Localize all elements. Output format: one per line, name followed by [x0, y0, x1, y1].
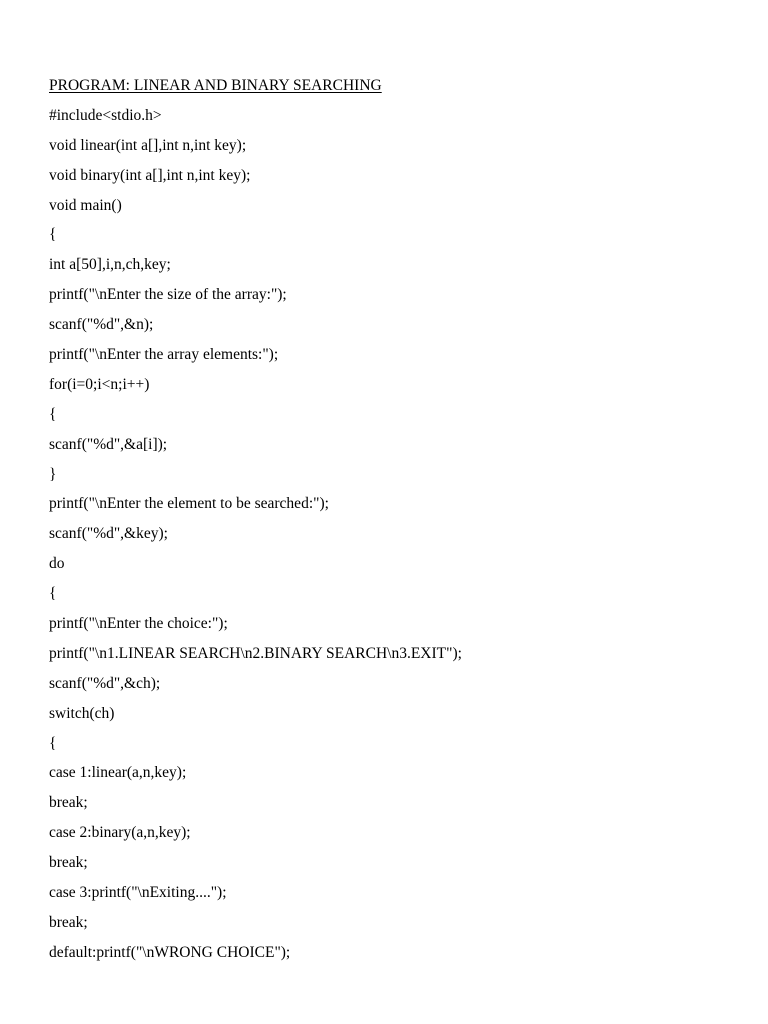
code-line: scanf("%d",&key);: [49, 525, 168, 543]
code-line: case 1:linear(a,n,key);: [49, 764, 187, 782]
code-line: printf("\nEnter the element to be searched:");: [49, 495, 329, 513]
code-line: printf("\nEnter the size of the array:");: [49, 286, 287, 304]
code-line: do: [49, 555, 65, 573]
code-line: switch(ch): [49, 704, 115, 722]
code-line: {: [49, 734, 57, 752]
code-line: int a[50],i,n,ch,key;: [49, 256, 171, 274]
code-line: break;: [49, 794, 88, 812]
code-line: printf("\nEnter the array elements:");: [49, 346, 279, 364]
code-line: default:printf("\nWRONG CHOICE");: [49, 943, 291, 961]
code-line: void main(): [49, 196, 122, 214]
document-title: PROGRAM: LINEAR AND BINARY SEARCHING: [49, 77, 382, 94]
code-line: scanf("%d",&a[i]);: [49, 435, 168, 453]
code-line: void binary(int a[],int n,int key);: [49, 166, 251, 184]
code-line: case 2:binary(a,n,key);: [49, 824, 191, 842]
code-line: {: [49, 585, 57, 603]
code-line: {: [49, 405, 57, 423]
code-line: }: [49, 465, 57, 483]
code-line: break;: [49, 913, 88, 931]
code-line: break;: [49, 854, 88, 872]
code-line: {: [49, 226, 57, 244]
code-line: #include<stdio.h>: [49, 106, 162, 124]
code-line: scanf("%d",&ch);: [49, 674, 161, 692]
code-line: scanf("%d",&n);: [49, 316, 154, 334]
code-line: printf("\nEnter the choice:");: [49, 615, 228, 633]
code-line: printf("\n1.LINEAR SEARCH\n2.BINARY SEARCH\n3.EXIT");: [49, 644, 462, 662]
document-content: [49, 74, 729, 971]
code-line: void linear(int a[],int n,int key);: [49, 136, 247, 154]
code-line: case 3:printf("\nExiting....");: [49, 884, 227, 902]
code-line: for(i=0;i<n;i++): [49, 375, 150, 393]
